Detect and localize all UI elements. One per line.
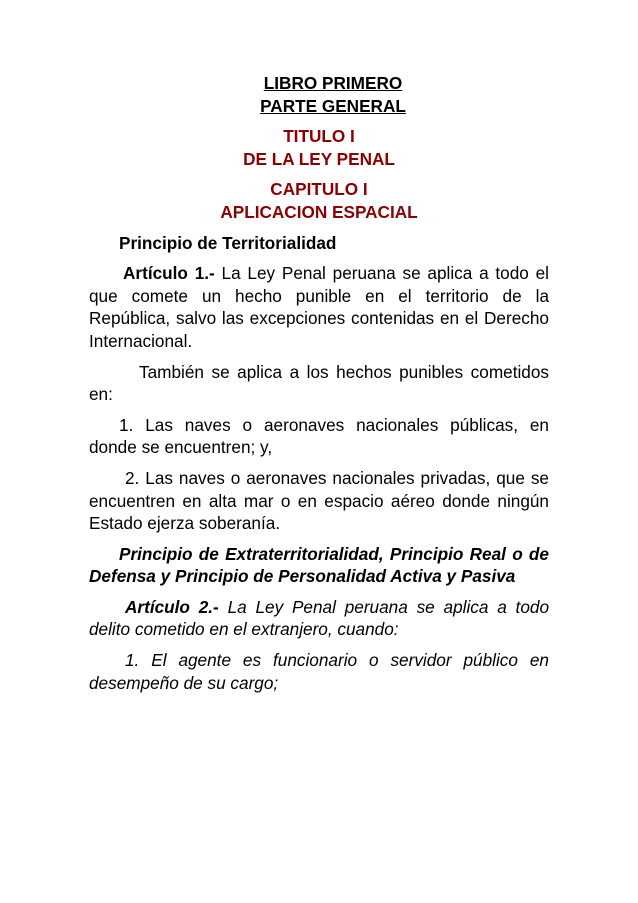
article-1-label: Artículo 1.-	[123, 263, 215, 284]
article-2-item-1: 1. El agente es funcionario o servidor público en desempeño de su cargo;	[89, 650, 549, 693]
part-heading: PARTE GENERAL	[260, 95, 406, 116]
document-page	[89, 72, 549, 694]
section-heading-extraterritoriality: Principio de Extraterritorialidad, Principio Real o de Defensa y Principio de Personalidad Activa y Pasiva	[89, 543, 549, 587]
article-1	[89, 262, 549, 352]
chapter-heading: CAPITULO I	[270, 179, 368, 200]
section-heading-territoriality: Principio de Territorialidad	[119, 232, 337, 253]
title-name: DE LA LEY PENAL	[243, 148, 395, 169]
article-2	[89, 596, 549, 641]
title-heading: TITULO I	[283, 126, 355, 147]
article-1-text: La Ley Penal peruana se aplica a todo el que comete un hecho punible en el territorio de la República, salvo las excepciones contenidas en el Derecho Internacional.	[89, 263, 549, 351]
article-2-label: Artículo 2.-	[125, 596, 219, 617]
article-1-also: También se aplica a los hechos punibles cometidos en:	[89, 361, 549, 405]
article-1-item-2: 2. Las naves o aeronaves nacionales privadas, que se encuentren en alta mar o en espacio aéreo donde ningún Estado ejerza soberanía.	[89, 467, 549, 534]
article-1-item-1: 1. Las naves o aeronaves nacionales públicas, en donde se encuentren; y,	[89, 414, 549, 458]
chapter-name: APLICACION ESPACIAL	[220, 201, 418, 222]
article-2-text: La Ley Penal peruana se aplica a todo delito cometido en el extranjero, cuando:	[89, 596, 550, 640]
book-heading: LIBRO PRIMERO	[263, 73, 403, 93]
